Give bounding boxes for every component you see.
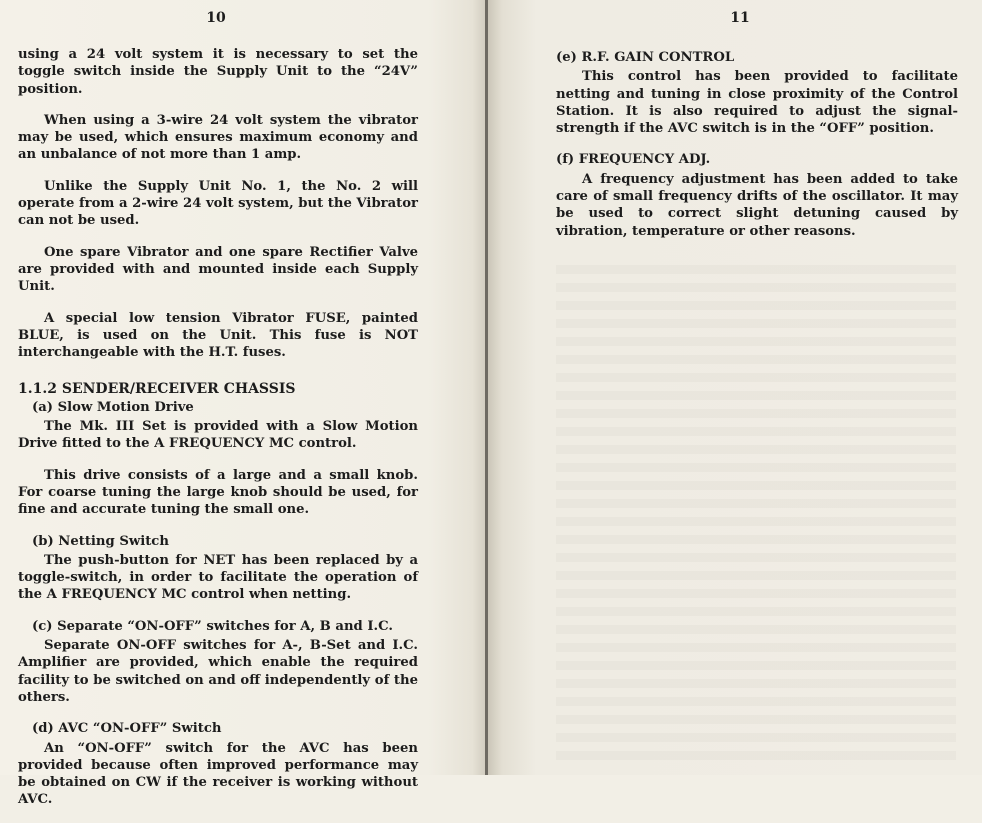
page-number-right: 11 [730,10,750,26]
paragraph: using a 24 volt system it is necessary to set the toggle switch inside the Supply Unit to the “24V” position. [18,47,418,97]
paragraph: This drive consists of a large and a small knob. For coarse tuning the large knob should be used, for fine and accurate tuning the small one. [18,467,418,518]
subsection-heading: (b) Netting Switch [32,533,169,549]
subsection-heading: (a) Slow Motion Drive [32,399,194,415]
paragraph: Unlike the Supply Unit No. 1, the No. 2 will operate from a 2-wire 24 volt system, but the Vibrator can not be used. [18,178,418,229]
paragraph: A frequency adjustment has been added to take care of small frequency drifts of the oscillator. It may be used to correct slight detuning caused by vibration, temperature or other reasons. [556,171,958,239]
paragraph: A special low tension Vibrator FUSE, painted BLUE, is used on the Unit. This fuse is NOT interchangeable with the H.T. fuses. [18,310,418,361]
bleed-through-texture [556,265,956,765]
subsection-heading: (e) R.F. GAIN CONTROL [556,50,735,65]
subsection-heading: (f) FREQUENCY ADJ. [556,152,711,168]
page-number-left: 10 [206,10,226,26]
paragraph: When using a 3-wire 24 volt system the vibrator may be used, which ensures maximum economy and an unbalance of not more than 1 amp. [18,112,418,163]
paragraph: This control has been provided to facilitate netting and tuning in close proximity of the Control Station. It is also required to adjust the signal-strength if the AVC switch is in the “OFF” position. [556,69,958,137]
subsection-heading: (d) AVC “ON-OFF” Switch [32,721,222,737]
section-heading: 1.1.2 SENDER/RECEIVER CHASSIS [18,381,296,398]
paragraph: Separate ON-OFF switches for A-, B-Set and I.C. Amplifier are provided, which enable the required facility to be switched on and off independently of the others. [18,638,418,705]
subsection-heading: (c) Separate “ON-OFF” switches for A, B and I.C. [32,618,393,634]
paragraph: One spare Vibrator and one spare Rectifier Valve are provided with and mounted inside each Supply Unit. [18,244,418,295]
left-page [0,0,487,808]
right-page-content [556,49,958,254]
book-gutter [485,0,488,775]
paragraph: The push-button for NET has been replaced by a toggle-switch, in order to facilitate the operation of the A FREQUENCY MC control when netting. [18,552,418,603]
paragraph: An “ON-OFF” switch for the AVC has been provided because often improved performance may be obtained on CW if the receiver is working without AVC. [18,740,418,808]
paragraph: The Mk. III Set is provided with a Slow Motion Drive fitted to the A FREQUENCY MC control. [18,419,418,452]
left-page-content [18,46,418,823]
